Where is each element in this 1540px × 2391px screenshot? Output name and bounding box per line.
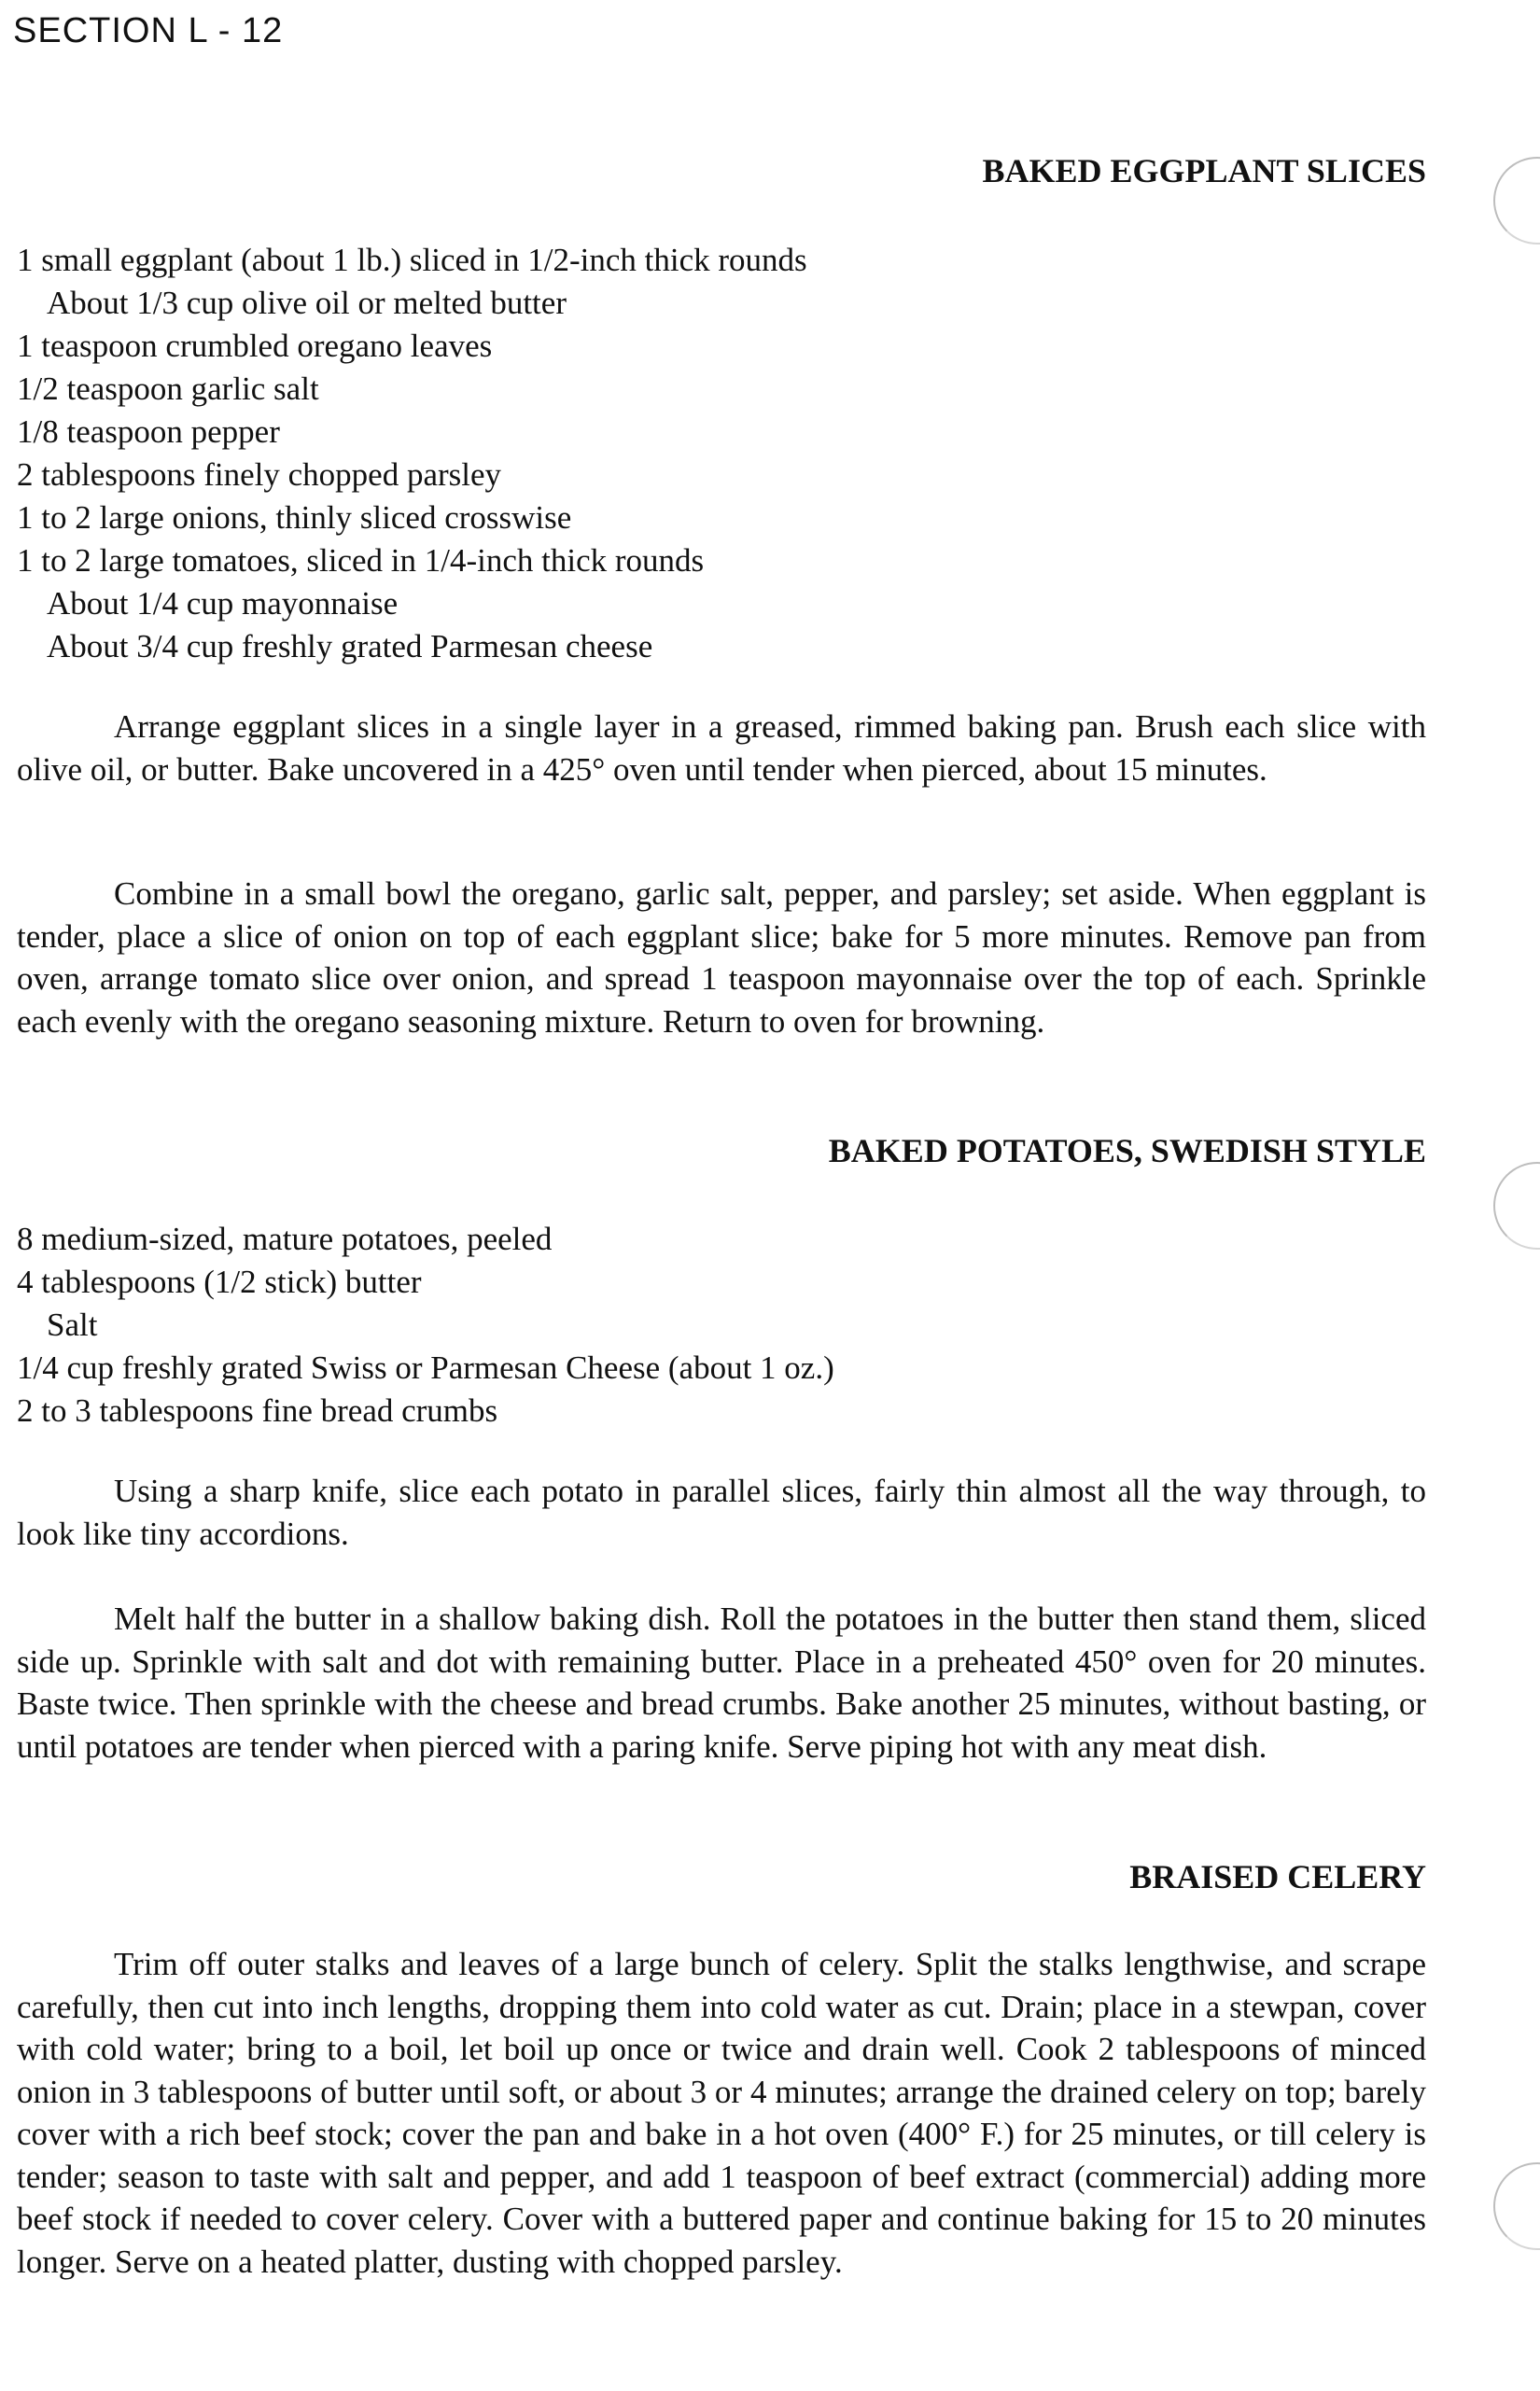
binder-hole-middle [1493,1162,1540,1250]
ingredient-item: 1 to 2 large tomatoes, sliced in 1/4-inch thick rounds [17,542,705,579]
ingredient-list-potatoes [17,1218,834,1433]
ingredient-item: 1/2 teaspoon garlic salt [17,371,319,407]
ingredient-item: 1 teaspoon crumbled oregano leaves [17,328,493,364]
recipe-title-eggplant: BAKED EGGPLANT SLICES [982,152,1426,189]
ingredient-item: 8 medium-sized, mature potatoes, peeled [17,1221,553,1257]
ingredient-item: About 3/4 cup freshly grated Parmesan cheese [47,628,653,664]
ingredient-item: 1/4 cup freshly grated Swiss or Parmesan Cheese (about 1 oz.) [17,1349,834,1386]
ingredient-item: About 1/4 cup mayonnaise [47,585,399,622]
binder-hole-top [1493,157,1540,245]
binder-hole-bottom [1493,2162,1540,2250]
ingredient-item: 1/8 teaspoon pepper [17,413,280,450]
ingredient-item: 1 small eggplant (about 1 lb.) sliced in 1/2-inch thick rounds [17,242,807,278]
instruction-paragraph: Arrange eggplant slices in a single layer in a greased, rimmed baking pan. Brush each slice with olive oil, or butter. Bake uncovered in a 425° oven until tender when pierced, about 15 minutes. [17,708,1426,788]
ingredient-list-eggplant [17,239,807,668]
ingredient-item: 4 tablespoons (1/2 stick) butter [17,1264,422,1300]
ingredient-item: About 1/3 cup olive oil or melted butter [47,285,567,321]
instruction-paragraph: Trim off outer stalks and leaves of a large bunch of celery. Split the stalks lengthwise, and scrape carefully, then cut into inch lengths, dropping them into cold water as cut. Drain; place in a stewpan, cover with cold water; bring to a boil, let boil up once or twice and drain well. Cook 2 tablespoons of minced onion in 3 tablespoons of butter until soft, or about 3 or 4 minutes; arrange the drained celery on top; barely cover with a rich beef stock; cover the pan and bake in a hot oven (400° F.) for 25 minutes, or till celery is tender; season to taste with salt and pepper, and add 1 teaspoon of beef extract (commercial) adding more beef stock if needed to cover celery. Cover with a buttered paper and continue baking for 15 to 20 minutes longer. Serve on a heated platter, dusting with chopped parsley. [17,1946,1426,2280]
instruction-paragraph: Using a sharp knife, slice each potato in parallel slices, fairly thin almost all the way through, to look like tiny accordions. [17,1473,1426,1552]
section-label: SECTION L - 12 [13,11,284,50]
recipe-title-celery: BRAISED CELERY [1129,1858,1426,1895]
recipe-title-potatoes: BAKED POTATOES, SWEDISH STYLE [828,1132,1426,1169]
ingredient-item: Salt [47,1307,98,1343]
ingredient-item: 2 tablespoons finely chopped parsley [17,456,502,493]
ingredient-item: 2 to 3 tablespoons fine bread crumbs [17,1392,498,1429]
instruction-paragraph: Melt half the butter in a shallow baking dish. Roll the potatoes in the butter then stand them, sliced side up. Sprinkle with salt and dot with remaining butter. Place in a preheated 450° oven for 20 minutes. Baste twice. Then sprinkle with the cheese and bread crumbs. Bake another 25 minutes, without basting, or until potatoes are tender when pierced with a paring knife. Serve piping hot with any meat dish. [17,1601,1426,1765]
instruction-paragraph: Combine in a small bowl the oregano, garlic salt, pepper, and parsley; set aside. When eggplant is tender, place a slice of onion on top of each eggplant slice; bake for 5 more minutes. Remove pan from oven, arrange tomato slice over onion, and spread 1 teaspoon mayonnaise over the top of each. Sprinkle each evenly with the oregano seasoning mixture. Return to oven for browning. [17,875,1426,1040]
ingredient-item: 1 to 2 large onions, thinly sliced crosswise [17,499,572,536]
